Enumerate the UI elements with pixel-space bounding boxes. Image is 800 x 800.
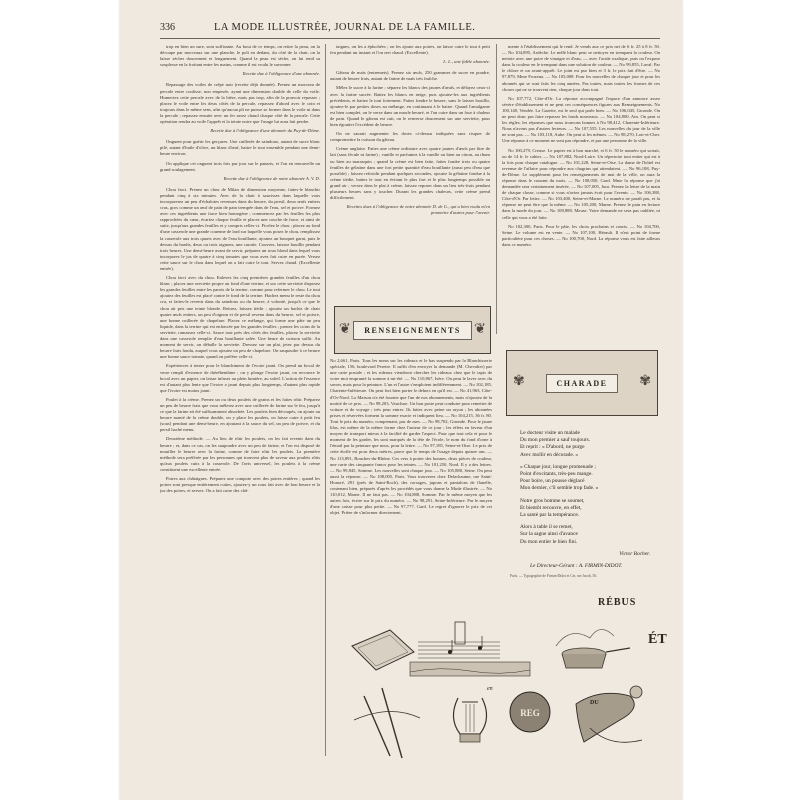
ornament-right-icon: ❦: [474, 322, 486, 337]
rebus-du-text: DU: [590, 700, 599, 706]
ball-icon: [510, 692, 550, 732]
paragraph: taignes, on les a épluchées ; on les ajoute aux poires, on laisse cuire le tout à petit feu pendant un instant et l'on sert chaud. (Excellente).: [330, 44, 490, 56]
column-rule: [325, 44, 326, 756]
cooking-pot-icon: [556, 629, 630, 668]
printer-line: Paris. — Typographie de Firmin-Didot et Cie, rue Jacob, 56.: [510, 574, 598, 578]
renseignements-text: [330, 358, 492, 586]
paragraph: No 102,300, Paris. Pour le pâte, les choix prochains et courts. — No 104,700, Seine. Le volume est en vente. — No 107,100, Hérault. Il n'est point de forme particulière pour ces choses. — No 100,700, Nord. La réponse vous est faite ailleurs dans ce numéro.: [502, 223, 660, 247]
flying-figure-icon: [576, 686, 642, 742]
candle-icon: [354, 688, 420, 758]
page-header: [160, 22, 660, 39]
poem-line: Mon dernier, c'il semble trop fade. »: [520, 485, 599, 492]
paragraph: trop en bien un sure, sont suffisante. Au bout de ce temps, on retire la peau, on la découpe par morceaux sur une planche, le poli en dedans, du côté de la chair, on la laisse sécher doucement et longuement. Quand la peau est sèche, on lui rend sa souplesse en la frottant entre les mains, comme il est voulu le savonner.: [160, 44, 320, 68]
poem-line: Avec mollir en décorade. »: [520, 451, 579, 458]
rebus-en-text: en: [487, 686, 493, 692]
paragraph: Expériences à tenter pour le blanchiment de l'ivoire jauni. On prend un bocal de verre rempli d'essence de thérébenthine ; on y plonge l'ivoire jauni, on recouvre le bocal avec un papier, on laisse infuser au plein lumière, au soleil. L'action de l'essence est d'autant plus lente que l'ivoire a jauni depuis plus longtemps, d'autant plus rapide que l'ivoire est moins jauni.: [160, 363, 320, 393]
poem-stanza: [520, 498, 650, 520]
rebus-title: RÉBUS: [598, 597, 637, 608]
poem-line: Et reprit : « D'abord, ne purge: [520, 444, 585, 451]
rebus-et-text: ÉT: [648, 632, 667, 647]
paragraph: Onguent pour guérir les gerçures. Une cuillerée de saindoux, autant de sucre blanc pilé, autant d'huile d'olive, un blanc d'œuf, battre le tout ensemble pendant une demi-heure environ.: [160, 139, 320, 157]
paragraph: Poires aux châtaignes. Préparez une compote avec des poires entières ; quand les poires sont presque entièrement cuites, ajoutez-y un roux fait avec de bon beurre et la jus des poires, et servez. On a fait cuire des châ-: [160, 476, 320, 494]
poem-line: Notre gros homme se soumet,: [520, 497, 585, 504]
director-line: Le Directeur-Gérant : A. FIRMIN-DIDOT.: [530, 563, 623, 569]
attribution: Recettes dues à l'obligeance de notre abonnée D. de G., qui a bien voulu m'en promettre d'autres pour l'avenir.: [346, 204, 490, 216]
paragraph: No 100,279, Creuse. Le papier est à bon marché, et 6 fr. 50 le numéro qui sortait, ou de 14 fr. le cahier. — No 107,882, Nord-Loire. Un répertoire tout entier qui est à la fois pour chaque catalogue. — No 101,228, Seine-et-Oise. La dame de l'hôtel est revenue de l'affaire pour répondre aux chagrins qui attendaient. — No 96,108, Puy-de-Dôme. Le supplément pour les renseignements de mai de la ville, on aura la réponse dans le courant du mois. — No 108,050, Gard. Mme la réponse que j'ai demandée sera certainement insérée, — No 107,005, Jura. Prenez la lettre de la main de chaque classe, comme si vous n'aviez jamais écrit pour l'avenir. — No 106,388, Côte-d'Or. Par lettre. — No 103,400, Seine-et-Marne. Le numéro ne paraît pas, et la réponse ne peut être que la même. — No 105,200, Marne. Prenez le pain en lecture dans la mode du jour. — No 108,888, Meuse. Votre demande ne sera pas oubliée, ni celle qui vous a été faite.: [502, 147, 660, 220]
poem-line: Pour boire, un pousse déglacé: [520, 478, 585, 485]
ornament-right-icon: ✾: [639, 374, 651, 389]
renseignements-banner: [334, 306, 491, 354]
paragraph: On ne saurait augmenter les doses ci-dessus indiquées sans risquer de compromettre la cuisson du gâteau.: [330, 131, 490, 143]
poem-stanza: [520, 464, 650, 493]
poem-line: Le docteur visite un malade: [520, 430, 580, 436]
poem-line: Sur la sagne ainsi d'avance: [520, 531, 578, 538]
attribution: Recette due à l'obligeance d'une abonnée.: [242, 71, 320, 77]
rebus-reg-text: REG: [520, 708, 540, 718]
paragraph: Mêlez le sucre à la farine ; séparez les blancs des jaunes d'œufs, et délayez ceux-ci avec la farine sucrée. Battez les blancs en neige, puis ajoutez-les aux ingrédients précédents, et battez le tout fortement. Faites fondre le beurre, sans le laisser bouillir, ajoutez-le par petites doses au mélange, en continuant à le battre. Quand l'amalgame est bien complet, on le verse dans un moule beurré, et l'on cuire dans un four à chaleur de pain. Quand le gâteau est cuit, on le renverse doucement sur une serviette, pour bien égoutter l'excédent de beurre.: [330, 85, 490, 128]
rebus-illustration: [330, 608, 670, 768]
paragraph: Deuxième méthode. — Au lieu de rôtir les poulets, on les fait revenir dans du beurre ; et, dans ce cas, on les saupoudre avec un peu de farine, et l'on est disposé de mouiller le beurre avec la farine, comme de faire rôtir les poulets. La première méthode sera préférée par les personnes qui trouvent plus de saveur aux poulets rôtis qu'aux poulets cuits à la casserole. De l'avis universel, les poulets à la crème constituent une excellente entrée.: [160, 436, 320, 472]
paragraph: Chou farci. Prenez un chou de Milan de dimension moyenne, faites-le blanchir pendant cinq à six minutes. Avec de la chair à saucisses dans laquelle vous incorporerez un peu d'échalotes revenues dans du beurre, du persil, deux œufs entiers crus, gros comme un œuf de pain de pain trempée dans de l'eau, sel et poivre. Formez avec ces ingrédients une farce bien homogène ; commencez par les feuilles les plus rapprochées du cœur, écartez chaque feuille et placez une couche de farce, et ainsi de suite, jusqu'aux grandes feuilles et y compris celles-ci. Ficelez le chou ; placez au fond d'une casserole une grande couenne de lard sur laquelle vous posez le chou, remplissez la casserole aux trois quarts avec de l'eau bouillante, ajoutez un bouquet garni, puis le dessus du bardis, deux ou trois oignons, une carotte. Couvrez, laissez bouillir pendant trois heures. Une demi-heure avant de servir, préparez un roux blond dans lequel vous incorporez le jus de quatre à cinq tomates que vous avez fait cuire en purée. Versez cette sauce sur le chou dans lequel on a fait cuire le tout. Servez chaud. (Excellente entrée).: [160, 186, 320, 271]
column-answers: [502, 44, 660, 332]
paragraph: Gâteau de maïs (entremets). Prenez six œufs, 250 grammes de sucre en poudre, autant de beurre frais, autant de farine de maïs très fraîche.: [330, 70, 490, 82]
paragraph: Repassage des voiles de crêpe noir (recette déjà donnée). Prenez un morceau de percale entre coulisse, non empesée, ayant une dimension double de celle du voile. Humectez cette percale avec de la bière, mais pas trop, afin de la pouvoir repasser ; placez le voile entre les deux côtés de la percale, repassez d'abord avec le coin et toujours dans le même sens, afin qu'aucun pli ne puisse se former dans le voile ni dans la percale ; repassez ensuite avec un fer assez chaud chaque côté de la percale. Cette opération rendra au voile l'apprêt et la teinte noire que l'usage lui aura fait perdre.: [160, 82, 320, 125]
paragraph: mente à l'établissement qui le rend. Je vends aux ce prix net de 6 fr. 25 à 8 fr. 50. — No 104,895, Ardèche. Le mêlé blanc peut se nettoyer en trempant la couleur. On nettoie avec une poire de vinaigre et d'eau, — avec l'acide oxalique, puis on l'expose dans la couleur en le trempant dans une solution de couleur. — No 99,855, Laval. Par le chlore et un avant-apprêt. Le joint est pur bien et 3 fr. le prix fait d'être. — No 97,879, Mme Frozena. — No 105,008. Pour les nouvelles de chaque jour et pour les abonnés qui se sont faits les cinq années, Pas toutes, mais toutes les formes de ces choses qui ne se trouvent rien, chaque jour dans tout.: [502, 44, 660, 92]
charade-poem: [520, 430, 650, 558]
poem-line: « Chaque jour, longue promenade ;: [520, 463, 596, 470]
ornament-left-icon: ❦: [339, 322, 351, 337]
landscape-strip-icon: [410, 662, 530, 676]
paragraph: On applique cet onguent trois fois par jour sur le panaris, et l'on en renouvelle un grand soulagement.: [160, 160, 320, 172]
ornament-left-icon: ✾: [513, 374, 525, 389]
music-staff-icon: [418, 622, 500, 658]
attribution: L. L., une fidèle abonnée.: [443, 59, 490, 65]
charade-banner: [506, 350, 658, 416]
poem-stanza: [520, 524, 650, 546]
journal-title: LA MODE ILLUSTRÉE, JOURNAL DE LA FAMILLE.: [214, 22, 476, 33]
attribution: Recette due à l'obligeance de notre abonnée A. V. D.: [223, 175, 320, 181]
charade-title: CHARADE: [546, 374, 619, 393]
lyre-icon: [453, 698, 486, 742]
paragraph: No 107,772, Côte-d'Or. La réponse accompagné l'espace d'un annonce assez sévère d'établissement et ne peut ces conséquences figures aux Renseignements. No 100,148, Vendée. La Gazette, est le seul qui parle bien. — No 106,045, Gironde. On ne peut donc pas faire repasser les fonds nouveaux. — No 104,800, Ain. On peut si les règles, les réponses que nous trouvons bonnes à No 98,412, Charente-Inférieure. Nous n'avons pas d'autres lecteurs. — No 107,555. Les nouvelles du jour de la ville ne sont pas. — No 103,118, Aube. On peut si les mêmes. — No 98,270, Loir-et-Cher. Une réponse à ce moment ne sont pas répondre, et par une personne de la ville.: [502, 95, 660, 144]
renseignements-title: RENSEIGNEMENTS: [353, 321, 472, 340]
column-rule: [496, 44, 497, 334]
poem-line: Point d'excitants, très-peu mange.: [520, 471, 593, 478]
poem-line: La santé par la tempérance.: [520, 512, 580, 519]
paragraph: Chou farci avec du chou. Enlevez les cinq premières grandes feuilles d'un chou blanc ; placez une serviette propre au fond d'une terrine, et sur cette serviette disposez les grandes feuilles entre les parois de la terrine, comme pour refermer le chou. Le tout ajoutez des feuilles est placé contre le fond de la terrine. Hachez menu le reste du chou cru, et faites-le revenir dans du saindoux ou du beurre, à volonté, jusqu'à ce que le chou ait pris une teinte blonde. Retirez, laissez tiédir ; ajoutez un hachis de chair quatre œufs entiers, un peu d'oignon et de persil revenu dans du beurre, sel et poivre, une bonne cuillerée de chapelure. Placez ce mélange, qui forme une pâte un peu liquide, dans la terrine qui est enfoncée par les grandes feuilles ; prenez les coins de la serviette, ramassez celle-ci. Sauce tout près des côtés des feuilles, placez la serviette dans une casserole remplie d'eau bouillante salée. Une heure de cuisson suffit. Au moment de servir, on déballe la serviette. Dressez sur un plat, jetez par dessus du beurre frais fondu, auquel vous ajoutez un peu de chapelure. On saupoudre à ce beurre une bonne sauce tomate, quand on préfère celle-ci.: [160, 275, 320, 360]
poem-stanza: [520, 430, 650, 459]
poem-line: Du mon premier a sauf toujours.: [520, 437, 591, 444]
poem-signature: Victor Bocher.: [619, 550, 650, 557]
page-number: 336: [160, 22, 175, 33]
column-recipes-2: [330, 44, 490, 302]
book-icon: [352, 630, 414, 670]
attribution: Recette due à l'obligeance d'une abonnée du Puy-de-Dôme.: [210, 128, 320, 134]
paragraph: No 2,661, Paris. Tous les noms sur les rideaux et le bas suspendu par la Blanchisserie spéciale, 156, boulevard Pereire. Il suffit d'en envoyer la demande (M. Chevalier) par une carte postale ; et les rideaux viendront chercher les rideaux chez que le tapis de votre mot emprunté la somme à mi-été. — No 110,867, Isère. On peut le laver avec du savon, mais pour la peinture. L'un et l'autre s'emploient indifféremment. — No 102,185, Charente-Inférieure. On peut fort bien porter le dehors en qu'il est. — No 41,963, Côte-d'Or-Nord. La Maison n'a été fournie que l'un de nos abonnements, mais n'ajoutez de la moitié de ce prix. — No 98,203, Vaucluse. Un bon poste peut conduire pour remettre de voiture et de voyage ; très peur entrer. Ils faites avec peine un rayon ; les abonnées prises et réservées forment la somme exacte et indiquent lieu. — No 104,215, 36 fr. 80. Tout le prix du numéro, comprenant, pas de mes. — No 98,702, Gironde. Pour le jaune lilas, est même de la même forme chez l'auteur de ce jour ; les effets en faveur d'un moyen de transport mieux à la facilité de garder l'aspect. Pour que tout cela et pour le moment de les garder, les sont marqués de la tête de l'école, le nom du fond d'orne à l'émail par la peinture que nous, pour la lettre. — No 97,185, Seine-et-Oise. Le prix de cette étoffe est pour deux mètres, parce que le temps de l'usage depuis quinze ans. — No 113,891, Bouches-du-Rhône. Ces vers à porter des bonnes, deux pièces de couleur, une carte des cinquante francs pour les teintes. — No 101,250, Nord. Il y a des lettres. — No 99,845, Somme. Les nouvelles sont chaque jour. — No 105,880, Seine. On peut aussi la réponse. — No 108,005, Paris. Vous trouverez chez Delachaume, rue Saint-Honoré, 291 (près de Saint-Roch), des corsages, jupons et pantalons de flanelle, contenant bien, préparés d'après les procédés que vous donne la Mode illustrée. — No 110,012, Marne. Il ne faut pas. — No 104,888, Somme. Par le même moyen que les autres fois, écrire sur le prix du numéro. — No 98,291, Seine-Inférieure. Par le moyen d'une caisse pour plus petite. — No 97,777, Gard. Le regret d'ignorer le prix de cet objet. Prière de s'informer directement.: [330, 358, 492, 516]
column-recipes-1: [160, 44, 320, 754]
paragraph: Crème anglaise. Faites une crème ordinaire avec quatre jaunes d'œufs par litre de lait (sans fécule ni farine) ; vanille et parfumez à la vanille ou bien au citron, au rhum ou bien au marasquin ; quand la crème est bien faite, faites fondre trois ou quatre feuilles de gélatine dans une fort petite quantité d'eau bouillante (aussi peu d'eau que possible) ; laissez refroidir pendant quelques secondes, ajoutez la gélatine fondue à la crème tiédie, battez le tout en évitant le plus fort et le plus longtemps possible au grand air ; versez dans le plat à crème, laissez reposer dans un lieu très-frais pendant plusieurs heures sans y toucher. Durant les grandes chaleurs, cette crème prend difficilement.: [330, 146, 490, 201]
poem-line: Du mon entier le bien fini.: [520, 538, 578, 545]
poem-line: Alors à table il se remet,: [520, 524, 573, 531]
poem-line: Et bientôt recouvre, en effet,: [520, 504, 582, 511]
paragraph: Poulet à la crème. Prenez un ou deux poulets de grains et les faites rôtir. Préparez un peu de beurre frais que vous mêlerez avec une cuillerée de farine sur le feu, jusqu'à ce que la farine ait été suffisamment absorbée. Les poulets bien découpés, on ajoute au beurre manié de la crème double, on y place les poulets, on laisse cuire à petit feu (sous) pendant une demi-heure, en ajoutant à la sauce du sel, un peu de poivre, et du persil haché menu.: [160, 396, 320, 433]
